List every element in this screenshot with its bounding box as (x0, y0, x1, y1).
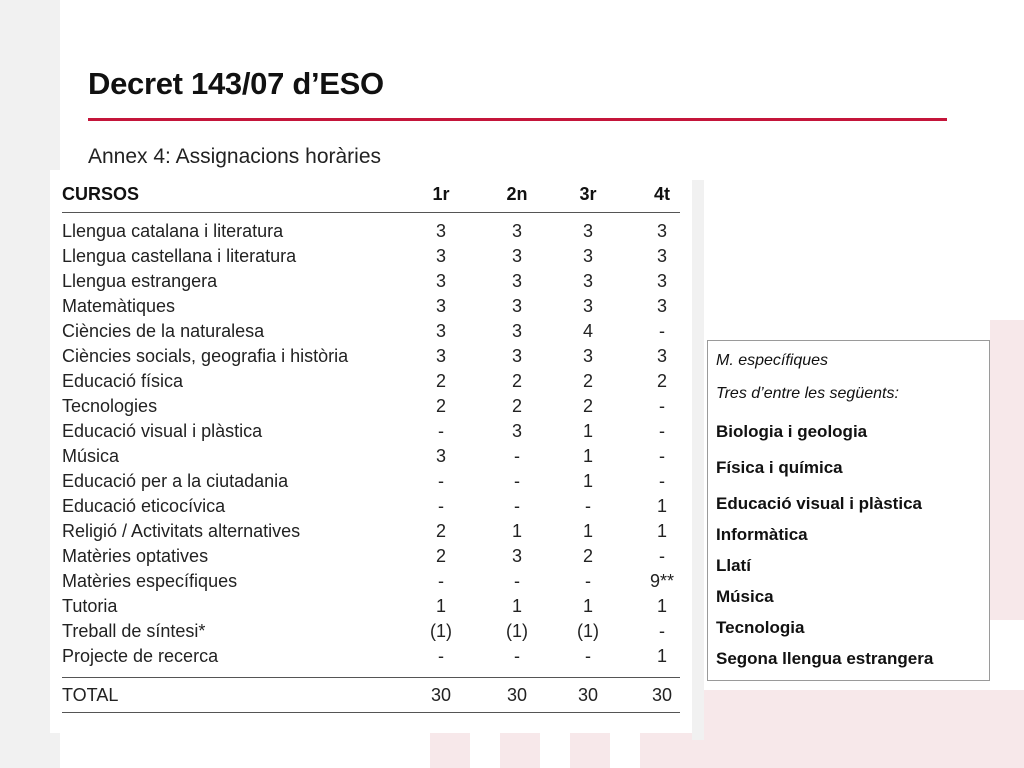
table-row (62, 571, 680, 596)
hours-cell: - (659, 396, 665, 416)
subject-item: Biologia i geologia (716, 422, 868, 441)
subject-item: Llatí (716, 556, 751, 575)
header-divider (62, 212, 680, 213)
table-row (62, 596, 680, 621)
hours-cell: 2 (435, 546, 446, 566)
hours-cell: - (585, 496, 591, 516)
subject-name: Educació eticocívica (62, 496, 226, 516)
table-row (62, 246, 680, 271)
hours-cell: 3 (582, 221, 593, 241)
hours-cell: 2 (511, 371, 522, 391)
hours-cell: 3 (656, 271, 667, 291)
header-col-4: 4t (653, 184, 670, 204)
hours-cell: 2 (435, 521, 446, 541)
table-row (62, 321, 680, 346)
table-row (62, 496, 680, 521)
hours-cell: 3 (435, 296, 446, 316)
page-subtitle: Annex 4: Assignacions horàries (88, 145, 382, 168)
table-row (62, 621, 680, 646)
page-title: Decret 143/07 d’ESO (88, 66, 384, 101)
hours-cell: 1 (435, 596, 446, 616)
hours-cell: 3 (511, 221, 522, 241)
total-col-1: 30 (430, 685, 452, 705)
header-col-1: 1r (432, 184, 450, 204)
table-row (62, 371, 680, 396)
hours-cell: 3 (435, 346, 446, 366)
hours-cell: - (514, 471, 520, 491)
hours-cell: 3 (435, 321, 446, 341)
table-row (62, 546, 680, 571)
hours-cell: 3 (511, 296, 522, 316)
hours-cell: 2 (435, 396, 446, 416)
subject-item: Informàtica (716, 525, 808, 544)
hours-cell: - (585, 646, 591, 666)
hours-cell: 3 (435, 446, 446, 466)
hours-cell: - (438, 496, 444, 516)
table-body (62, 221, 680, 671)
hours-cell: 3 (656, 221, 667, 241)
hours-cell: 1 (656, 646, 667, 666)
subject-list (716, 422, 981, 680)
hours-cell: 3 (582, 346, 593, 366)
hours-cell: 2 (435, 371, 446, 391)
subject-item: Física i química (716, 458, 843, 477)
hours-cell: - (659, 471, 665, 491)
subject-name: Religió / Activitats alternatives (62, 521, 301, 541)
table-row (62, 346, 680, 371)
hours-cell: 3 (582, 296, 593, 316)
hours-cell: - (659, 546, 665, 566)
total-col-2: 30 (506, 685, 528, 705)
hours-cell: (1) (577, 621, 599, 641)
subject-item: Segona llengua estrangera (716, 649, 934, 668)
hours-cell: 3 (511, 546, 522, 566)
hours-cell: 3 (435, 271, 446, 291)
box-title: M. específiques (716, 352, 829, 369)
table-row (62, 271, 680, 296)
table-bottom-divider (62, 712, 680, 713)
hours-cell: 1 (656, 596, 667, 616)
title-divider (88, 118, 947, 121)
hours-cell: 4 (582, 321, 593, 341)
total-row (62, 678, 680, 712)
subject-name: Educació visual i plàstica (62, 421, 263, 441)
hours-cell: 2 (511, 396, 522, 416)
subject-name: Llengua castellana i literatura (62, 246, 297, 266)
hours-cell: 3 (511, 421, 522, 441)
subject-name: Matemàtiques (62, 296, 176, 316)
hours-cell: - (659, 321, 665, 341)
hours-cell: 3 (656, 296, 667, 316)
header-col-2: 2n (506, 184, 528, 204)
hours-cell: - (659, 446, 665, 466)
header-col-3: 3r (579, 184, 597, 204)
hours-cell: - (514, 646, 520, 666)
table-row (62, 646, 680, 671)
hours-cell: 3 (656, 346, 667, 366)
hours-cell: 3 (435, 246, 446, 266)
subject-name: Ciències de la naturalesa (62, 321, 265, 341)
subject-item: Música (716, 587, 774, 606)
subject-item: Tecnologia (716, 618, 805, 637)
hours-cell: 2 (582, 371, 593, 391)
hours-cell: 1 (582, 421, 593, 441)
hours-cell: - (659, 421, 665, 441)
subject-name: Llengua estrangera (62, 271, 218, 291)
hours-cell: - (438, 646, 444, 666)
subject-name: Ciències socials, geografia i història (62, 346, 349, 366)
subject-name: Educació per a la ciutadania (62, 471, 289, 491)
table-row (62, 296, 680, 321)
table-row (62, 521, 680, 546)
table-header-row (62, 184, 680, 212)
hours-cell: 3 (656, 246, 667, 266)
hours-cell: (1) (506, 621, 528, 641)
hours-cell: 3 (582, 246, 593, 266)
subject-name: Tecnologies (62, 396, 158, 416)
subject-name: Llengua catalana i literatura (62, 221, 284, 241)
subject-name: Educació física (62, 371, 184, 391)
table-row (62, 446, 680, 471)
table-row (62, 396, 680, 421)
hours-cell: 1 (656, 521, 667, 541)
box-subtitle: Tres d’entre les següents: (716, 385, 899, 402)
hours-cell: - (438, 421, 444, 441)
hours-cell: 1 (511, 596, 522, 616)
hours-cell: 1 (656, 496, 667, 516)
hours-cell: - (438, 471, 444, 491)
subject-name: Matèries específiques (62, 571, 238, 591)
specific-subjects-box (707, 340, 990, 681)
hours-cell: (1) (430, 621, 452, 641)
hours-cell: - (438, 571, 444, 591)
subject-name: Projecte de recerca (62, 646, 219, 666)
total-col-3: 30 (577, 685, 599, 705)
subject-name: Música (62, 446, 120, 466)
hours-cell: 2 (582, 396, 593, 416)
header-label: CURSOS (62, 184, 140, 204)
hours-cell: - (514, 571, 520, 591)
hours-cell: 3 (511, 346, 522, 366)
hours-cell: 2 (656, 371, 667, 391)
total-col-4: 30 (651, 685, 673, 705)
hours-table (50, 170, 692, 733)
hours-cell: 1 (582, 596, 593, 616)
hours-cell: 9** (649, 571, 675, 591)
hours-cell: - (514, 446, 520, 466)
hours-cell: 1 (511, 521, 522, 541)
hours-cell: - (659, 621, 665, 641)
hours-cell: 1 (582, 521, 593, 541)
table-row (62, 471, 680, 496)
hours-cell: 2 (582, 546, 593, 566)
hours-cell: 3 (435, 221, 446, 241)
table-row (62, 421, 680, 446)
subject-name: Matèries optatives (62, 546, 209, 566)
hours-cell: 1 (582, 446, 593, 466)
subject-name: Tutoria (62, 596, 118, 616)
hours-cell: 3 (511, 321, 522, 341)
hours-cell: 3 (511, 271, 522, 291)
hours-cell: - (585, 571, 591, 591)
table-row (62, 221, 680, 246)
hours-cell: - (514, 496, 520, 516)
total-label: TOTAL (62, 685, 119, 705)
subject-name: Treball de síntesi* (62, 621, 206, 641)
subject-item: Educació visual i plàstica (716, 494, 922, 513)
hours-cell: 1 (582, 471, 593, 491)
hours-cell: 3 (511, 246, 522, 266)
hours-cell: 3 (582, 271, 593, 291)
